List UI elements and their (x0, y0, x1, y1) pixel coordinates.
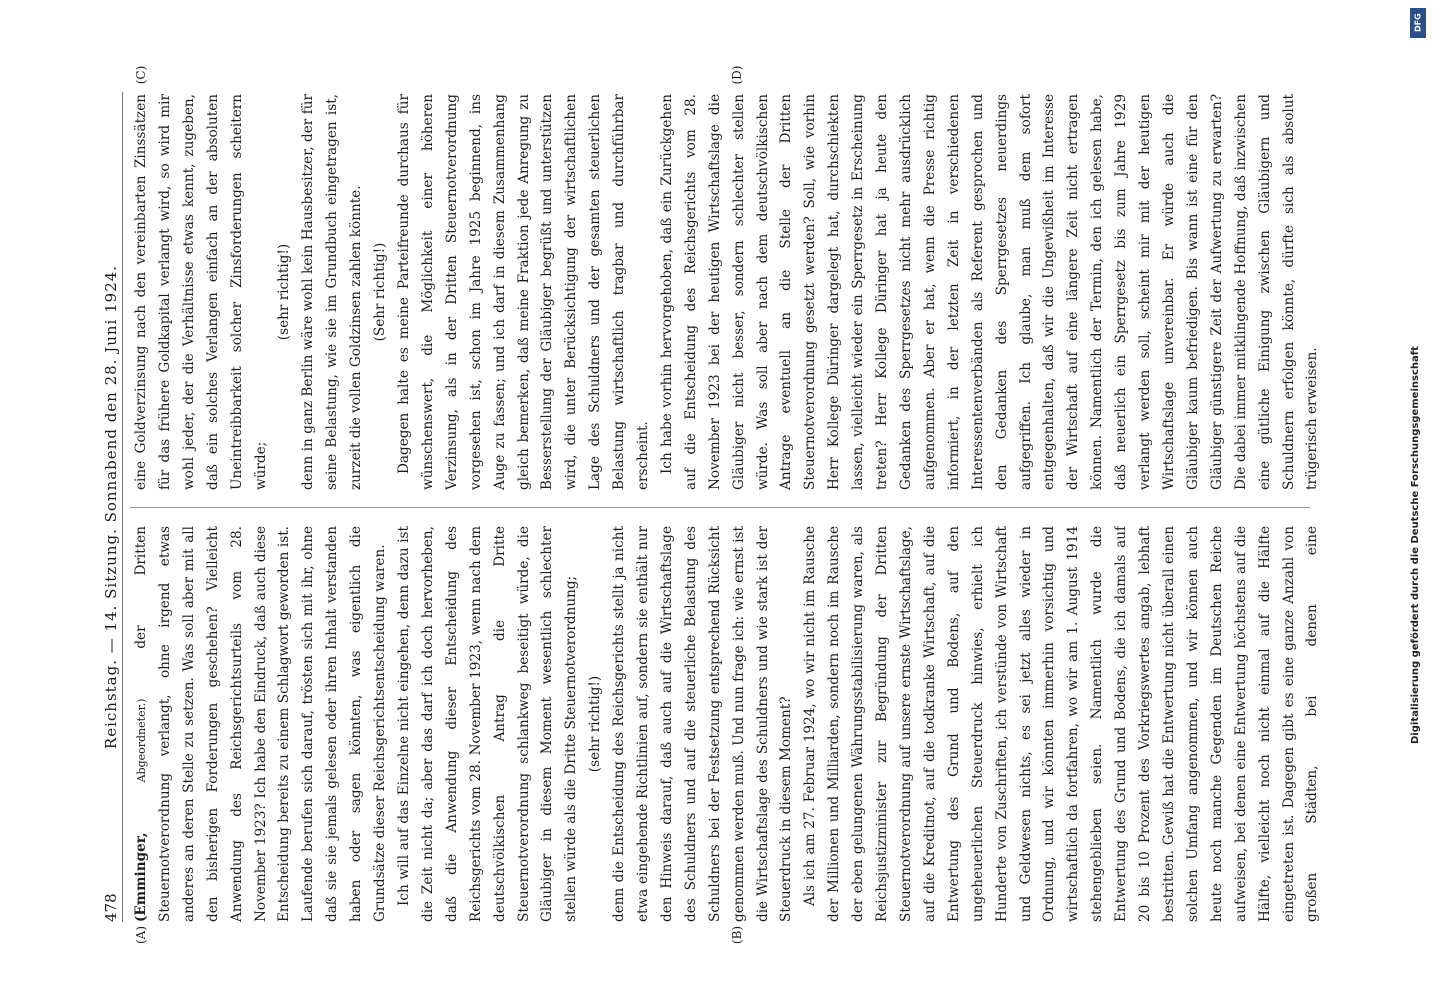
paragraph: Als ich am 27. Februar 1924, wo wir nicht im Rausche der Millionen und Milliarden, sondern noch im Rausche der eben gelungenen Währungsstabilisierung waren, als Reichsjustizminister zur Begründung der Dritten Steuernotverordnung auf unsere ernste Wirtschaftslage, auf die Kreditnot, auf die todkranke Wirtschaft, auf die Entwertung des Grund und Bodens, auf den ungeheuerlichen Steuerdruck hinwies, erhielt ich Hunderte von Zuschriften, ich verstünde von Wirtschaft und Geldwesen nichts, es sei jetzt alles wieder in Ordnung, und wir könnten immerhin vorsichtig und wirtschaftlich da fortfahren, wo wir am 1. August 1914 stehengeblieben seien. Namentlich wurde die Entwertung des Grund und Bodens, die ich damals auf 20 bis 10 Prozent des Vorkriegswertes angab, lebhaft bestritten. Gewiß hat die Entwertung nicht überall einen solchen Umfang angenommen, und wir können auch heute noch manche Gegenden im Deutschen Reiche aufweisen, bei denen eine Entwertung höchstens auf die Hälfte, vielleicht noch nicht einmal auf die Hälfte eingetreten ist. Dagegen gibt es eine ganze Anzahl von großen Städten, bei denen eine (802, 526, 1320, 922)
side-credit (1410, 0, 1426, 1000)
rotated-page (100, 65, 1330, 945)
speaker-role: Abgeordneter.) (135, 698, 148, 783)
right-column (130, 94, 1320, 490)
paragraph: eine Goldverzinsung nach den vereinbarten Zinssätzen für das frühere Goldkapital verlangt wird, so wird mir wohl jeder, der die Verhältnisse etwas kennt, zugeben, daß ein solches Verlangen einfach an der absoluten Uneintreibbarkeit solcher Zinsforderungen scheitern würde; (133, 94, 269, 490)
paragraph: Dagegen halte es meine Parteifreunde durchaus für wünschenswert, die Möglichkeit einer höheren Verzinsung, als in der Dritten Steuernotverordnung vorgesehen ist, schon im Jahre 1925 beginnend, ins Auge zu fassen; und ich darf in diesem Zusammenhang gleich bemerken, daß meine Fraktion jede Anregung zu Besserstellung der Gläubiger begrüßt und unterstützen wird, die unter Berücksichtigung der wirtschaftlichen Lage des Schuldners und der gesamten steuerlichen Belastung wirtschaftlich tragbar und durchführbar erscheint. (395, 94, 652, 490)
interjection: (sehr richtig!) (587, 675, 604, 773)
paragraph: denn die Entscheidung des Reichsgerichts stellt ja nicht etwa eingehende Richtlinien auf, sondern sie enthält nur den Hinweis darauf, daß auch auf die Wirtschaftslage des Schuldners und auf die steuerliche Belastung des Schuldners bei der Festsetzung entsprechend Rücksicht genommen werden muß. Und nun frage ich: wie ernst ist die Wirtschaftslage des Schuldners und wie stark ist der Steuerdruck in diesem Moment? (611, 526, 795, 922)
margin-label-b: (B) (730, 925, 744, 945)
paragraph (130, 526, 393, 922)
column-divider (130, 507, 1310, 508)
paragraph: Ich will auf das Einzelne nicht eingehen, denn dazu ist die Zeit nicht da; aber das darf ich doch hervorheben, daß die Anwendung dieser Entscheidung des Reichsgerichts vom 28. November 1923, wenn nach dem deutschvölkischen Antrag die Dritte Steuernotverordnung schlankweg beseitigt würde, die Gläubiger in diesem Moment wesentlich schlechter stellen würde als die Dritte Steuernotverordnung; (395, 526, 580, 922)
paragraph: Ich habe vorhin hervorgehoben, daß ein Zurückgehen auf die Entscheidung des Reichsgerichts vom 28. November 1923 bei der heutigen Wirtschaftslage die Gläubiger nicht besser, sondern schlechter stellen würde. Was soll aber nach dem deutschvölkischen Antrage eventuell an die Stelle der Dritten Steuernotverordnung gesetzt werden? Soll, wie vorhin Herr Kollege Düringer dargelegt hat, durchschiekten lassen, vielleicht wieder ein Sperrgesetz in Erscheinung treten? Herr Kollege Düringer hat ja heute den Gedanken des Sperrgesetzes nicht mehr ausdrücklich aufgenommen. Aber er hat, wenn die Presse richtig informiert, in der letzten Zeit in verschiedenen Interessentenverbänden als Referent gesprochen und den Gedanken des Sperrgesetzes neuerdings aufgegriffen. Ich glaube, man muß dem sofort entgegenhalten, daß wir die Ungewißheit im Interesse der Wirtschaft auf eine längere Zeit nicht ertragen können. Namentlich der Termin, den ich gelesen habe, daß neuerlich ein Sperrgesetz bis zum Jahre 1929 verlangt werden soll, scheint mir mit der heutigen Wirtschaftslage unvereinbar. Er würde auch die Gläubiger kaum befriedigen. Bis wann ist eine für den Gläubiger günstigere Zeit der Aufwertung zu erwarten? Die dabei immer mitklingende Hoffnung, daß inzwischen eine gütliche Einigung zwischen Gläubigern und Schuldnern erfolgen könnte, dürfte sich als absolut trügerisch erweisen. (658, 94, 1320, 490)
margin-label-a: (A) (134, 925, 148, 945)
dfg-logo-icon: DFG (1410, 8, 1426, 38)
page-title: Reichstag. — 14. Sitzung. Sonnabend den 28. Juni 1924. (102, 264, 120, 750)
left-column (130, 526, 1320, 922)
margin-label-d: (D) (730, 65, 744, 85)
header-rule (122, 92, 123, 922)
interjection: (Sehr richtig!) (372, 242, 389, 342)
page-header (100, 92, 124, 922)
digitization-credit: Digitalisierung gefördert durch die Deutsche Forschungsgemeinschaft (1410, 346, 1421, 744)
interjection: (sehr richtig!) (276, 243, 293, 341)
paragraph: denn in ganz Berlin wäre wohl kein Hausbesitzer, der für seine Belastung, wie sie im Grundbuch eingetragen ist, zurzeit die vollen Goldzinsen zahlen könnte. (300, 94, 365, 490)
paragraph-text: der Dritten Steuernotverordnung verlangt, ohne irgend etwas anderes an deren Stelle zu setzen. Was soll aber mit all den bisherigen Forderungen geschehen? Vielleicht Anwendung des Reichsgerichtsurteils vom 28. November 1923? Ich habe den Eindruck, daß auch diese Entscheidung bereits zu einem Schlagwort geworden ist. Laufende berufen sich darauf, trösten sich mit ihr, ohne daß sie sie jemals gelesen oder ihren Inhalt verstanden haben oder sagen könnten, was eigentlich die Grundsätze dieser Reichsgerichtsentscheidung waren. (133, 526, 389, 922)
margin-label-c: (C) (134, 65, 148, 85)
speaker-name: (Emminger, (133, 832, 149, 922)
page-number: 478 (102, 893, 120, 922)
